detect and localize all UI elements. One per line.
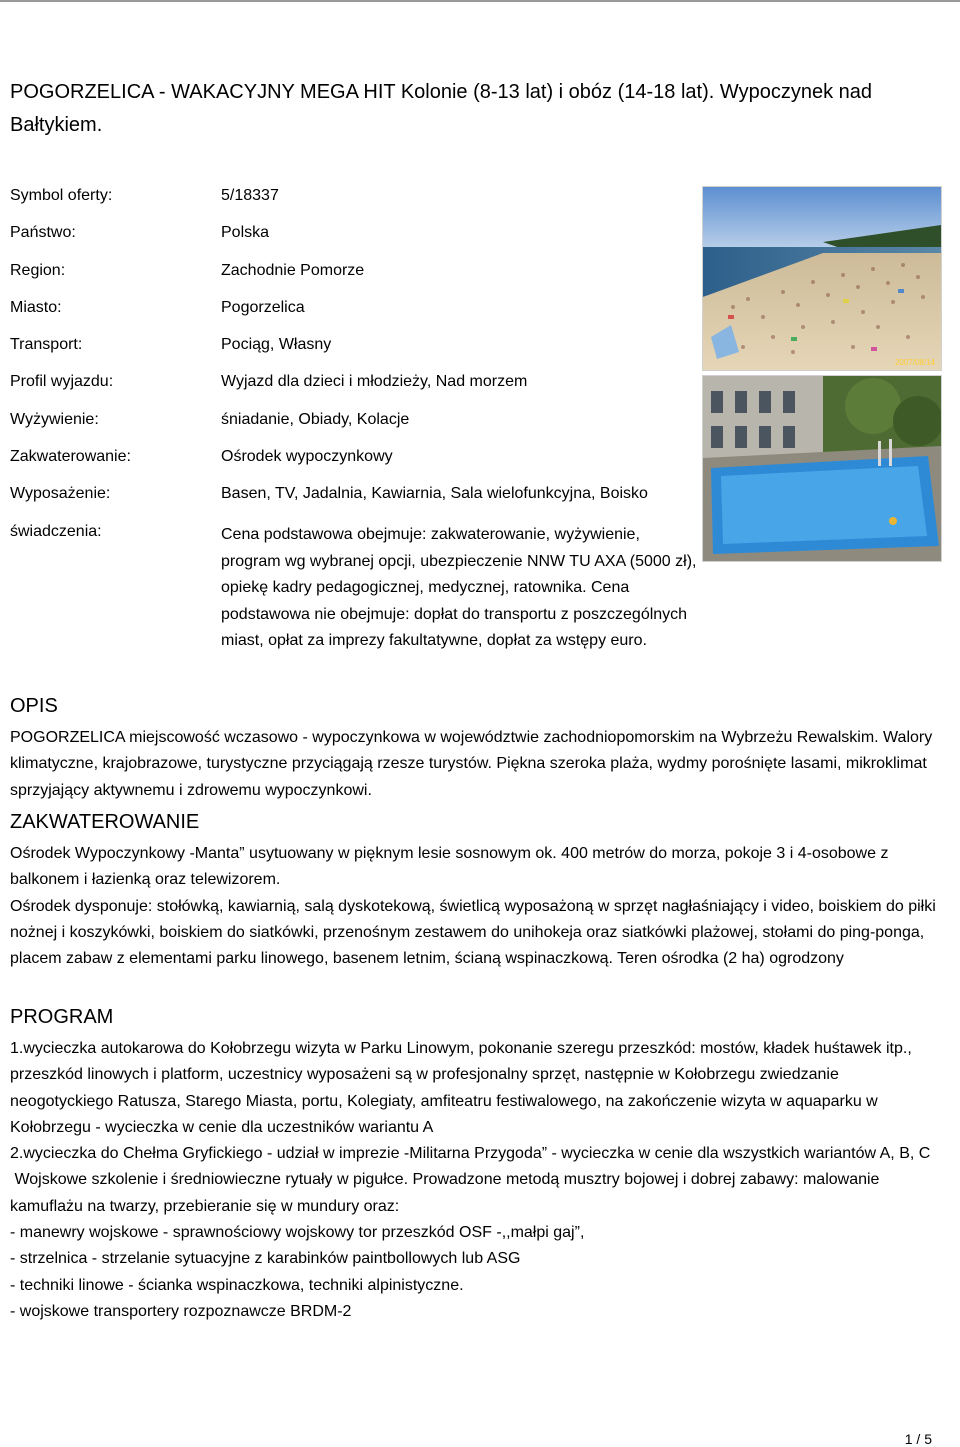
section-heading: OPIS bbox=[10, 695, 58, 717]
detail-row-accommodation bbox=[10, 444, 700, 481]
offer-title: POGORZELICA - WAKACYJNY MEGA HIT Kolonie (8-13 lat) i obóz (14-18 lat). Wypoczynek nad Bałtykiem. bbox=[10, 81, 872, 136]
detail-value: Ośrodek wypoczynkowy bbox=[221, 448, 393, 466]
benefits-text: Cena podstawowa obejmuje: zakwaterowanie, wyżywienie, program wg wybranej opcji, ubezpieczenie NNW TU AXA (5000 zł), opiekę kadry pedagogicznej, medycznej, ratownika. Cena podstawowa nie obejmuje: dopłat do transportu z poszczególnych miast, opłat za imprezy fakultatywne, dopłat za wstępy euro. bbox=[221, 526, 697, 649]
beach-photo bbox=[702, 186, 942, 371]
detail-label: Państwo: bbox=[10, 224, 76, 242]
section-zakwaterowanie bbox=[10, 809, 945, 972]
detail-value: Pociąg, Własny bbox=[221, 336, 332, 354]
detail-row-transport bbox=[10, 332, 700, 369]
paragraph: Ośrodek Wypoczynkowy -Manta” usytuowany w pięknym lesie sosnowym ok. 400 metrów do morza, pokoje 3 i 4-osobowe z balkonem i łazienką oraz telewizorem. bbox=[10, 845, 889, 889]
benefits-label: świadczenia: bbox=[10, 523, 102, 540]
list-item: - techniki linowe - ścianka wspinaczkowa, techniki alpinistyczne. bbox=[10, 1276, 464, 1294]
section-heading: PROGRAM bbox=[10, 1006, 114, 1028]
detail-value: Pogorzelica bbox=[221, 298, 305, 316]
paragraph: 2.wycieczka do Chełma Gryfickiego - udział w imprezie -Militarna Przygoda” - wycieczka w cenie dla wszystkich wariantów A, B, C bbox=[10, 1145, 931, 1163]
detail-row-city bbox=[10, 295, 700, 332]
top-border bbox=[0, 0, 960, 2]
detail-row-region bbox=[10, 258, 700, 295]
detail-label: Wyposażenie: bbox=[10, 485, 111, 503]
detail-label: Region: bbox=[10, 261, 66, 279]
section-heading: ZAKWATEROWANIE bbox=[10, 811, 200, 833]
detail-label: Zakwaterowanie: bbox=[10, 448, 131, 466]
list-item: - wojskowe transportery rozpoznawcze BRDM-2 bbox=[10, 1302, 352, 1320]
paragraph: 1.wycieczka autokarowa do Kołobrzegu wizyta w Parku Linowym, pokonanie szeregu przeszkód: mostów, kładek huśtawek itp., przeszkód linowych i platform, uczestnicy wyposażeni są w profesjonalny sprzęt, następnie w Kołobrzegu zwiedzanie neogotyckiego Ratusza, Starego Miasta, portu, Kolegiaty, amfiteatru festiwalowego, na zakończenie wizyta w aquaparku w Kołobrzegu - wycieczka w cenie dla uczestników wariantu A bbox=[10, 1040, 912, 1136]
detail-label: Transport: bbox=[10, 336, 83, 354]
section-program bbox=[10, 1004, 945, 1325]
offer-details-table bbox=[10, 183, 700, 519]
detail-label: Wyżywienie: bbox=[10, 410, 99, 428]
list-item: - manewry wojskowe - sprawnościowy wojskowy tor przeszkód OSF -,,małpi gaj”, bbox=[10, 1224, 585, 1242]
paragraph: POGORZELICA miejscowość wczasowo - wypoczynkowa w województwie zachodniopomorskim na Wybrzeżu Rewalskim. Walory klimatyczne, krajobrazowe, turystyczne przyciągają rzesze turystów. Piękna szeroka plaża, wydmy porośnięte lasami, mikroklimat sprzyjający aktywnemu i zdrowemu wypoczynkowi. bbox=[10, 729, 933, 799]
detail-row-symbol bbox=[10, 183, 700, 220]
photo-date-stamp: 2007/08/14 bbox=[894, 358, 935, 367]
detail-value: Polska bbox=[221, 224, 270, 242]
detail-value: Basen, TV, Jadalnia, Kawiarnia, Sala wielofunkcyjna, Boisko bbox=[221, 485, 648, 503]
paragraph: Ośrodek dysponuje: stołówką, kawiarnią, salą dyskotekową, świetlicą wyposażoną w sprzęt nagłaśniający i video, boiskiem do piłki nożnej i koszykówki, boiskiem do siatkówki, przenośnym zestawem do unihokeja oraz siatkówki plażowej, stołami do ping-ponga, placem zabaw z elementami parku linowego, basenem letnim, ścianą wspinaczkową. Teren ośrodka (2 ha) ogrodzony bbox=[10, 897, 936, 968]
detail-label: Profil wyjazdu: bbox=[10, 373, 114, 391]
detail-row-meals bbox=[10, 407, 700, 444]
section-opis bbox=[10, 693, 945, 804]
page-number: 1 / 5 bbox=[904, 1431, 932, 1447]
detail-value: Zachodnie Pomorze bbox=[221, 261, 365, 279]
detail-value: śniadanie, Obiady, Kolacje bbox=[221, 410, 410, 428]
pool-photo bbox=[702, 375, 942, 562]
detail-value: 5/18337 bbox=[221, 187, 279, 204]
detail-row-equipment bbox=[10, 481, 700, 518]
detail-label: Symbol oferty: bbox=[10, 187, 113, 204]
detail-row-profile bbox=[10, 369, 700, 406]
detail-label: Miasto: bbox=[10, 298, 62, 316]
paragraph: Wojskowe szkolenie i średniowieczne rytuały w pigułce. Prowadzone metodą musztry bojowej i dobrej zabawy: malowanie kamuflażu na twarzy, przebieranie się w mundury oraz: bbox=[10, 1171, 884, 1215]
detail-value: Wyjazd dla dzieci i młodzieży, Nad morzem bbox=[221, 373, 528, 391]
detail-row-country bbox=[10, 220, 700, 257]
list-item: - strzelnica - strzelanie sytuacyjne z karabinków paintbollowych lub ASG bbox=[10, 1250, 521, 1268]
